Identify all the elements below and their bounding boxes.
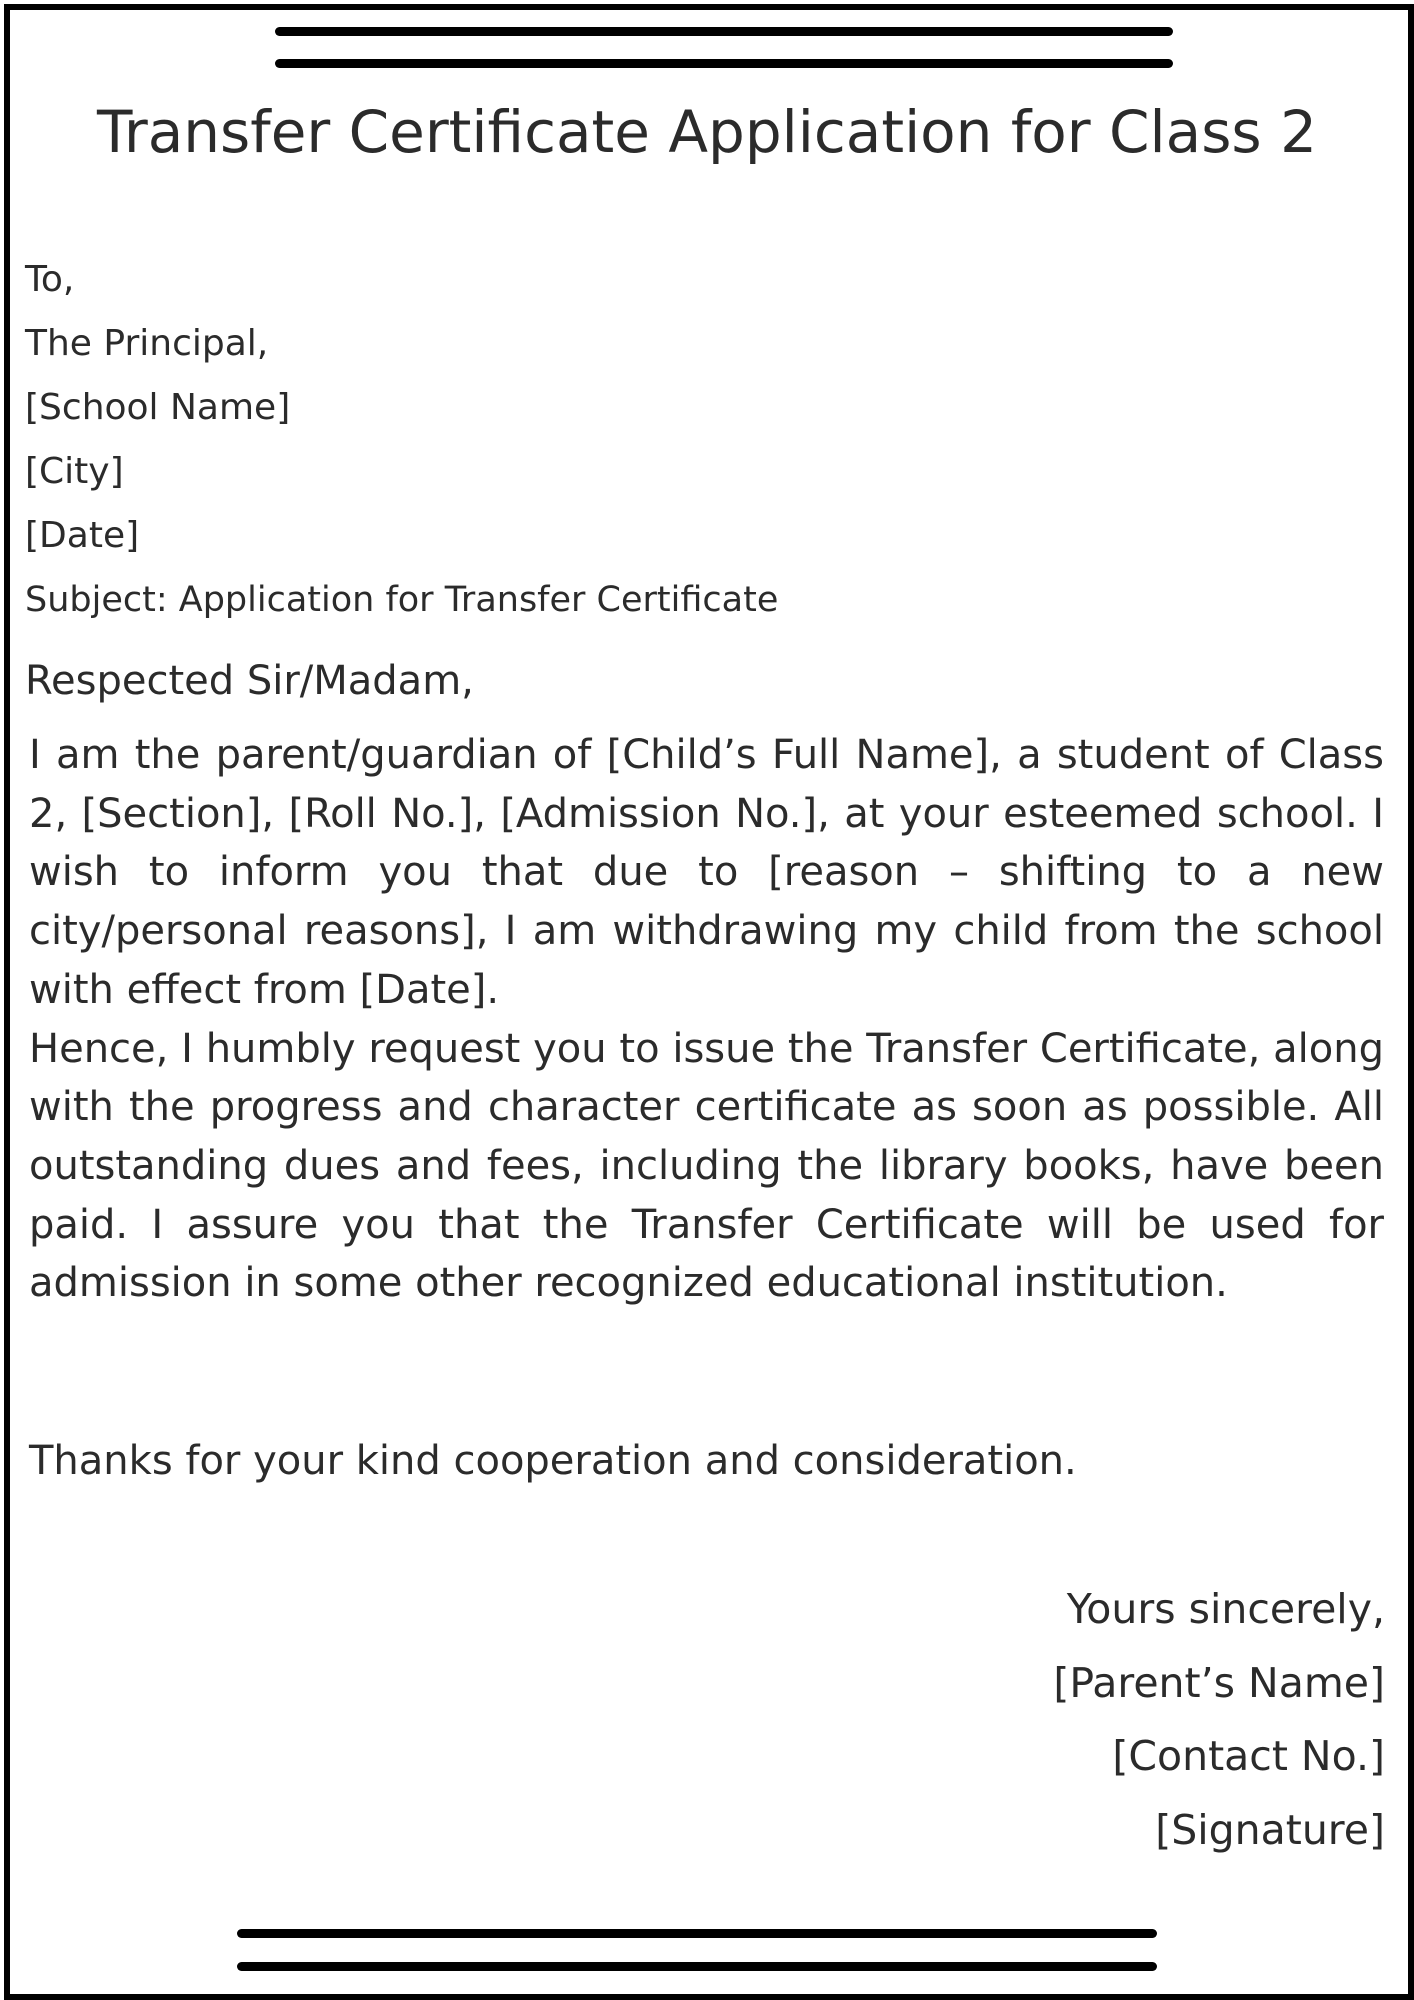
address-date: [Date] xyxy=(25,515,140,556)
subject-line: Subject: Application for Transfer Certificate xyxy=(25,580,779,620)
bottom-rule-upper xyxy=(237,1929,1157,1938)
closing-block xyxy=(1053,1573,1385,1867)
valediction: Yours sincerely, xyxy=(1066,1585,1385,1633)
body-paragraph-1: I am the parent/guardian of [Child’s Full Name], a student of Class 2, [Section], [Roll No.], [Admission No.], at your esteemed school. I wish to inform you that due to [reason – shifting to a new city/personal reasons], I am withdrawing my child from the school with effect from [Date]. xyxy=(29,732,1384,1013)
address-school-name: [School Name] xyxy=(25,387,291,428)
body-paragraph-2: Hence, I humbly request you to issue the Transfer Certificate, along with the progress and character certificate as soon as possible. All outstanding dues and fees, including the library books, have been paid. I assure you that the Transfer Certificate will be used for admission in some other recognized educational institution. xyxy=(29,1025,1384,1307)
document-title: Transfer Certificate Application for Class 2 xyxy=(97,98,1317,166)
bottom-rule-lower xyxy=(237,1962,1157,1971)
top-rule-upper xyxy=(275,27,1173,36)
contact-number: [Contact No.] xyxy=(1112,1732,1385,1780)
top-rule-lower xyxy=(275,59,1173,68)
signature: [Signature] xyxy=(1155,1805,1385,1854)
thanks-line: Thanks for your kind cooperation and consideration. xyxy=(29,1438,1077,1484)
address-to: To, xyxy=(25,259,75,300)
parent-name: [Parent’s Name] xyxy=(1053,1658,1385,1707)
address-city: [City] xyxy=(25,451,124,492)
address-recipient: The Principal, xyxy=(25,323,269,364)
salutation: Respected Sir/Madam, xyxy=(25,658,474,704)
letter-body xyxy=(29,726,1384,1313)
